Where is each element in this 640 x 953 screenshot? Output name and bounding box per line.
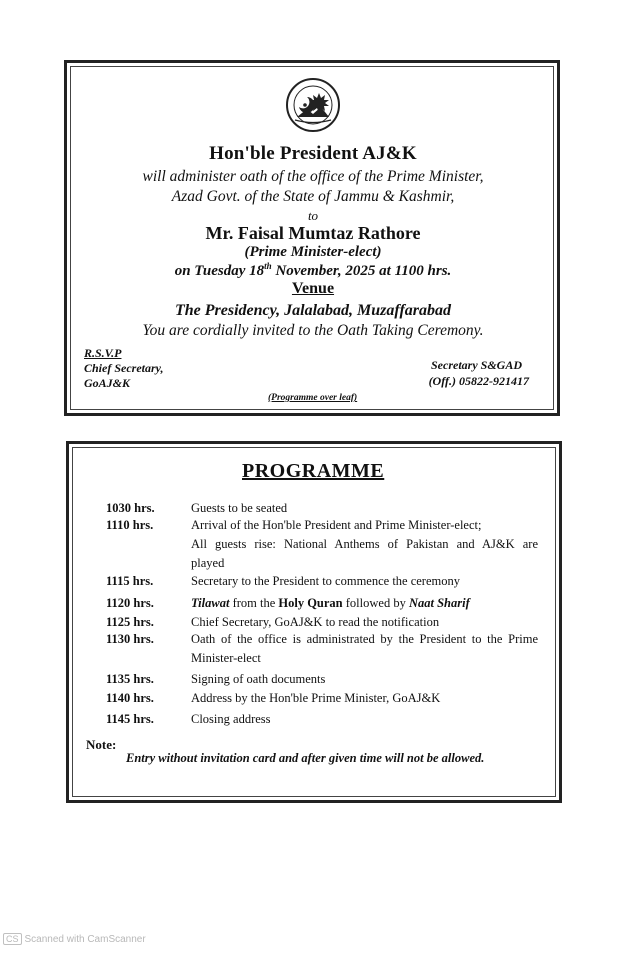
programme-desc xyxy=(191,594,538,613)
date-suffix: th xyxy=(264,261,272,271)
pm-elect-name: Mr. Faisal Mumtaz Rathore xyxy=(205,223,421,243)
programme-desc xyxy=(191,689,538,708)
date-prefix: on Tuesday 18 xyxy=(174,263,265,279)
programme-desc xyxy=(191,710,538,729)
programme-time: 1130 hrs. xyxy=(106,632,154,646)
desc-line: All guests rise: National Anthems of Pakistan and AJ&K are xyxy=(191,537,538,551)
desc-line: Arrival of the Hon'ble President and Prime Minister-elect; xyxy=(191,518,482,532)
ceremony-date xyxy=(70,261,556,280)
secretary-sgad: Secretary S&GAD xyxy=(431,358,522,372)
programme-time: 1120 hrs. xyxy=(106,596,154,610)
camscanner-text: Scanned with CamScanner xyxy=(24,934,146,945)
desc-line: Chief Secretary, GoAJ&K to read the notification xyxy=(191,615,440,629)
programme-time: 1030 hrs. xyxy=(106,501,155,515)
programme-time: 1145 hrs. xyxy=(106,712,154,726)
rsvp-goajk: GoAJ&K xyxy=(84,376,131,390)
desc-line: Closing address xyxy=(191,712,271,726)
tilawat-text: Tilawat xyxy=(191,596,230,610)
programme-time: 1115 hrs. xyxy=(106,574,154,588)
pm-elect-subtitle: (Prime Minister-elect) xyxy=(244,244,382,260)
holy-quran-text: Holy Quran xyxy=(278,596,343,610)
note-label: Note: xyxy=(86,737,117,752)
programme-time: 1125 hrs. xyxy=(106,615,154,629)
rsvp-label: R.S.V.P xyxy=(84,346,122,360)
desc-line xyxy=(191,594,538,613)
rsvp-chief-secretary: Chief Secretary, xyxy=(84,361,164,375)
naat-sharif-text: Naat Sharif xyxy=(408,596,470,610)
note-text: Entry without invitation card and after given time will not be allowed. xyxy=(126,751,485,765)
desc-line: Minister-elect xyxy=(191,651,261,665)
camscanner-logo-icon: CS xyxy=(3,933,22,945)
desc-line: Signing of oath documents xyxy=(191,672,326,686)
programme-time: 1140 hrs. xyxy=(106,691,154,705)
programme-desc xyxy=(191,572,538,591)
followed-by-text: followed by xyxy=(342,596,409,610)
venue-label: Venue xyxy=(291,280,335,297)
programme-time: 1110 hrs. xyxy=(106,518,154,532)
desc-line: Oath of the office is administrated by the President to the Prime xyxy=(191,632,538,646)
desc-line: Secretary to the President to commence the ceremony xyxy=(191,574,460,588)
programme-time: 1135 hrs. xyxy=(106,672,154,686)
invitation-to: to xyxy=(307,208,319,223)
programme-desc xyxy=(191,630,538,668)
camscanner-watermark xyxy=(3,933,146,945)
programme-title: PROGRAMME xyxy=(242,460,385,482)
from-text: from the xyxy=(229,596,279,610)
office-phone: (Off.) 05822-921417 xyxy=(428,374,529,388)
invitation-line-2: Azad Govt. of the State of Jammu & Kashmir, xyxy=(171,188,455,205)
venue-place: The Presidency, Jalalabad, Muzaffarabad xyxy=(175,302,451,319)
invitation-title: Hon'ble President AJ&K xyxy=(209,143,417,164)
programme-desc xyxy=(191,516,538,573)
invitation-line-1: will administer oath of the office of the Prime Minister, xyxy=(142,168,484,185)
government-seal-icon xyxy=(285,77,341,133)
desc-line: played xyxy=(191,556,225,570)
date-rest: November, 2025 at 1100 hrs. xyxy=(271,263,452,279)
programme-desc xyxy=(191,670,538,689)
desc-line: Address by the Hon'ble Prime Minister, GoAJ&K xyxy=(191,691,441,705)
programme-overleaf-note: (Programme over leaf) xyxy=(268,393,358,403)
desc-line: Guests to be seated xyxy=(191,501,288,515)
invitation-text: You are cordially invited to the Oath Taking Ceremony. xyxy=(142,322,484,339)
